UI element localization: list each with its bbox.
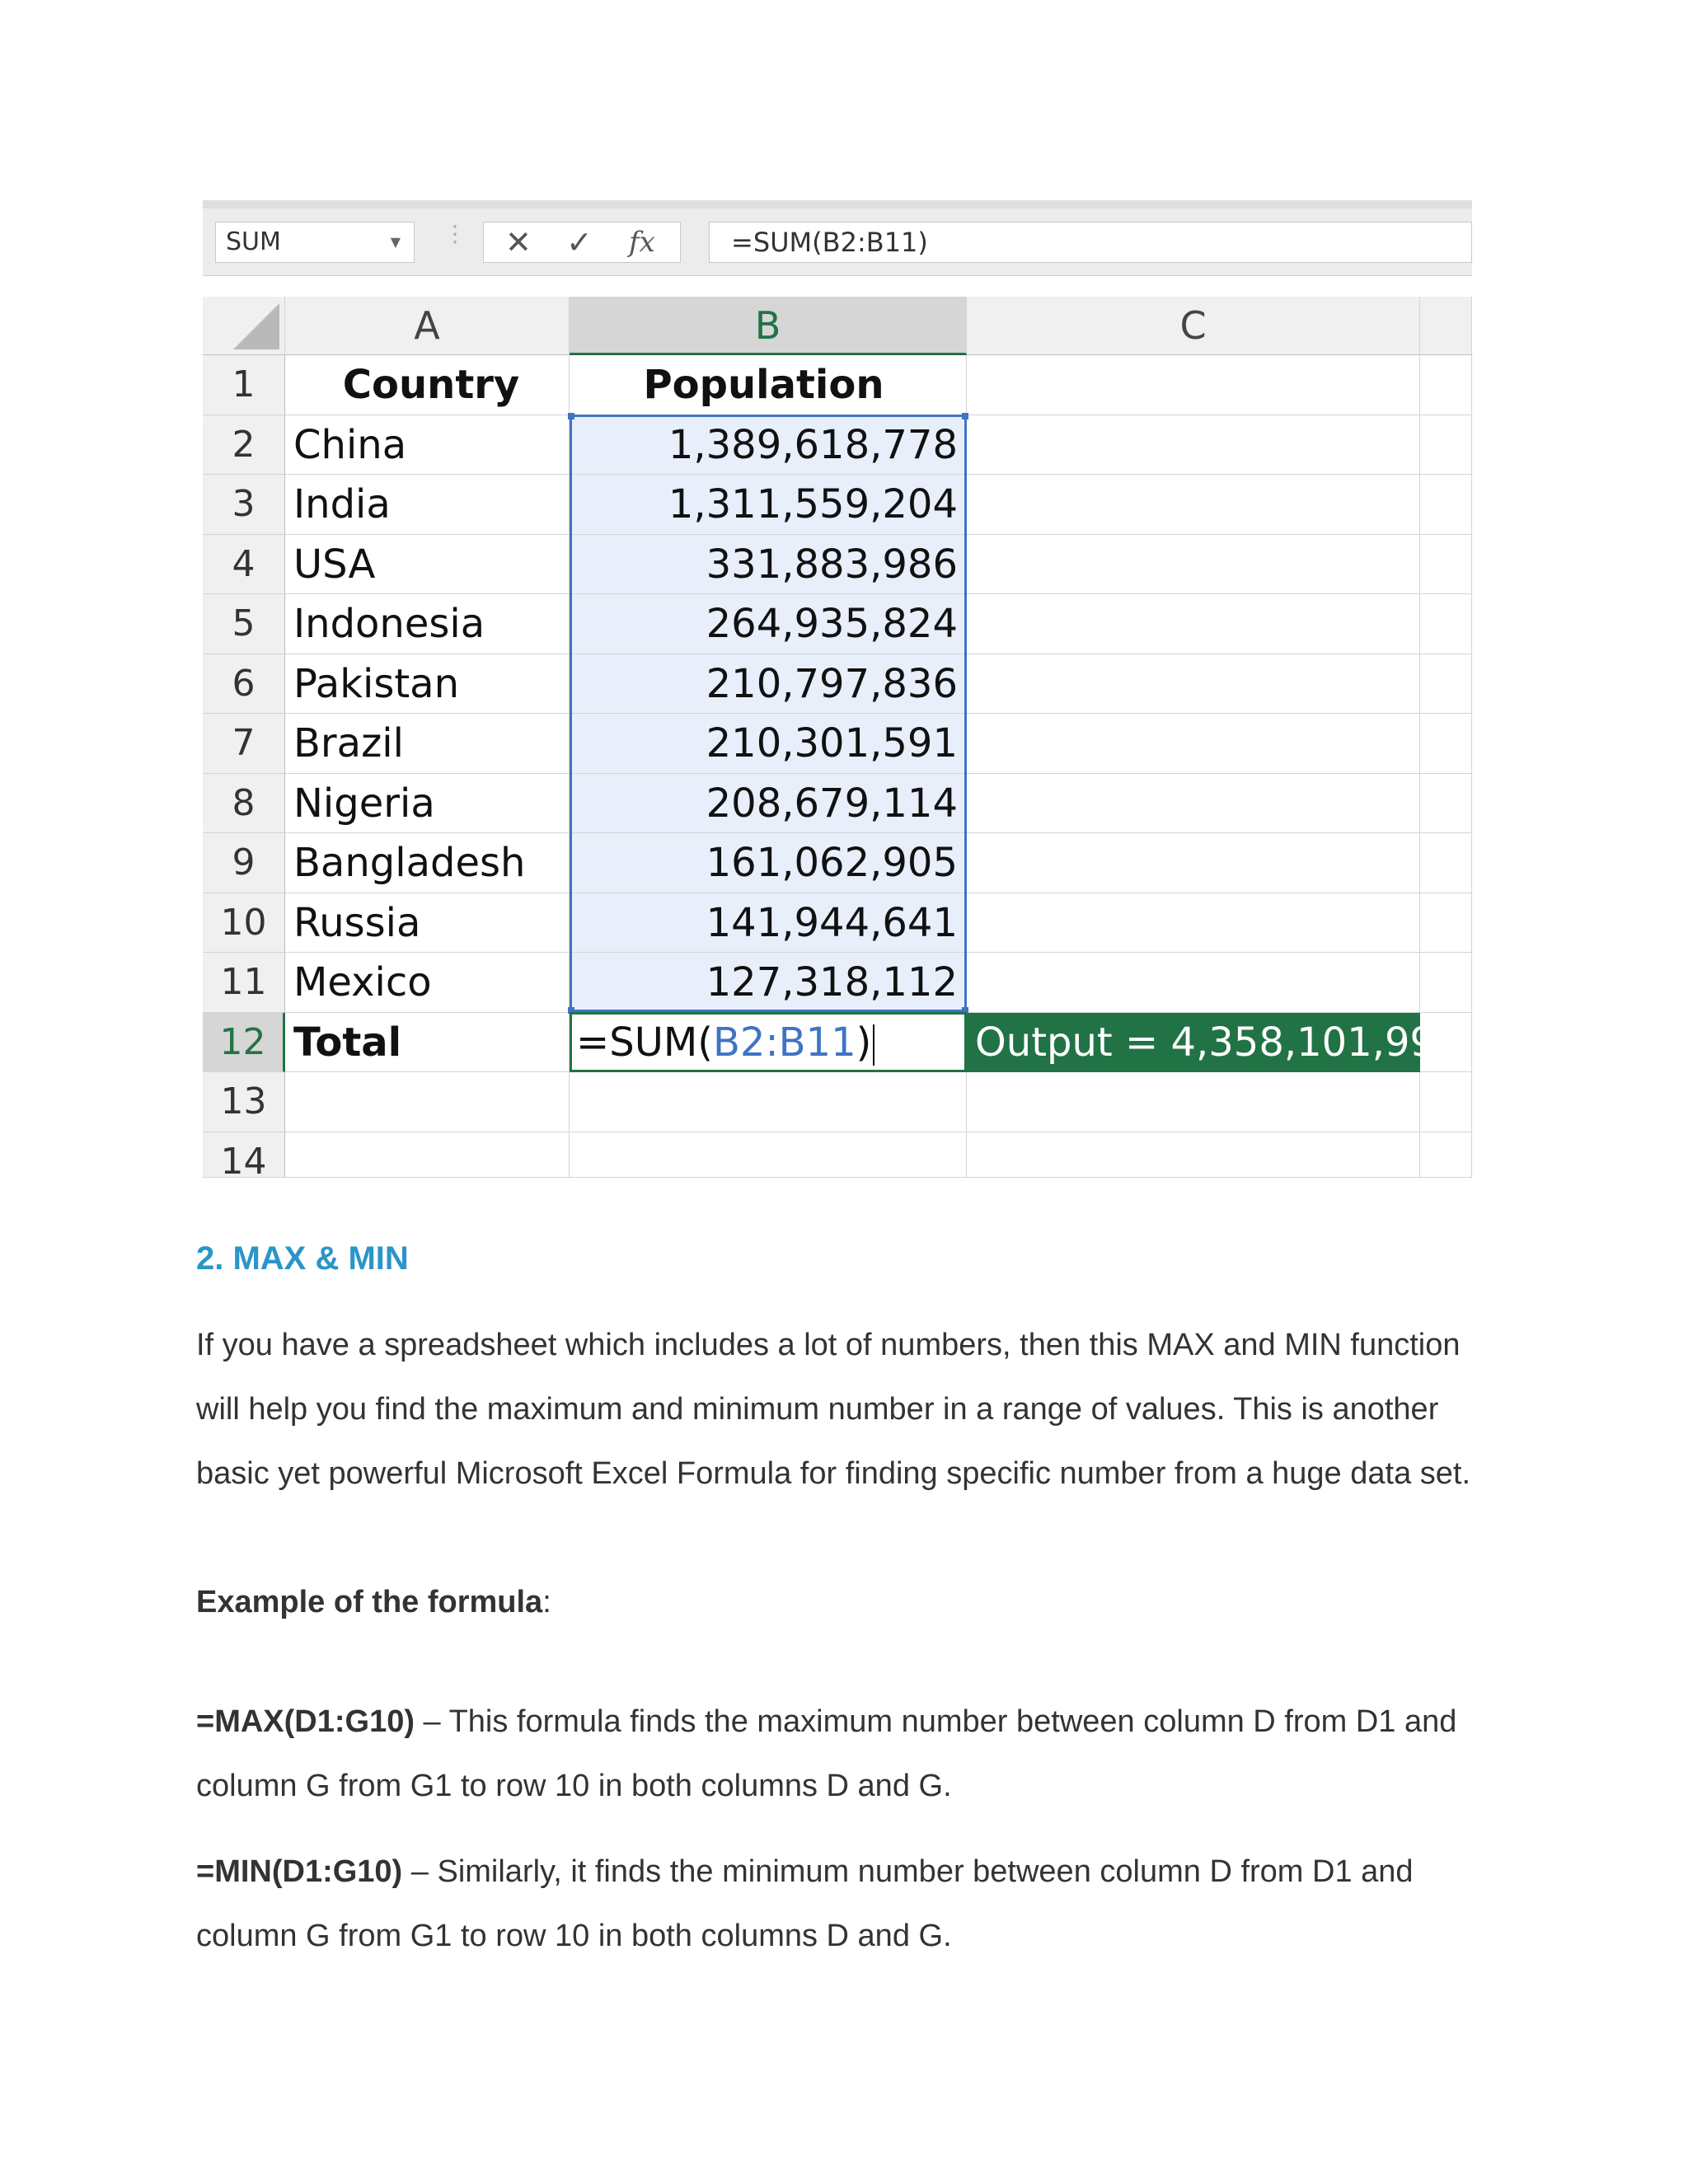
table-row (203, 774, 1472, 834)
cell-empty[interactable] (1420, 714, 1472, 774)
table-row (203, 1132, 1472, 1183)
cell-population[interactable]: 141,944,641 (570, 893, 967, 954)
column-header-a[interactable]: A (285, 297, 570, 355)
row-number[interactable]: 12 (203, 1013, 285, 1073)
cell-c1[interactable] (967, 355, 1420, 415)
cell-country[interactable]: USA (285, 535, 570, 595)
formula-buttons (483, 222, 681, 263)
cell-population[interactable]: 331,883,986 (570, 535, 967, 595)
text-cursor (873, 1024, 874, 1066)
cell-population[interactable]: 210,301,591 (570, 714, 967, 774)
cell-population[interactable]: 127,318,112 (570, 953, 967, 1013)
example-label-paragraph (196, 1570, 551, 1634)
cell-population[interactable]: 210,797,836 (570, 654, 967, 715)
row-number[interactable]: 8 (203, 774, 285, 834)
table-row (203, 355, 1472, 415)
cell-empty[interactable] (967, 953, 1420, 1013)
min-paragraph (196, 1840, 1482, 1968)
row-number[interactable]: 2 (203, 415, 285, 476)
cell-empty[interactable] (1420, 1072, 1472, 1132)
cell-b1[interactable]: Population (570, 355, 967, 415)
cell-population[interactable]: 264,935,824 (570, 594, 967, 654)
cell-empty[interactable] (967, 475, 1420, 535)
cell-country[interactable]: Brazil (285, 714, 570, 774)
column-header-c[interactable]: C (967, 297, 1420, 355)
min-description: – Similarly, it finds the minimum number between column D from D1 and column G from G1 to row 10 in both columns D and G. (196, 1854, 1414, 1953)
table-row (203, 953, 1472, 1013)
formula-bar (203, 209, 1472, 276)
row-number[interactable]: 3 (203, 475, 285, 535)
cell-country[interactable]: Mexico (285, 953, 570, 1013)
example-suffix: : (542, 1585, 551, 1619)
cell-empty[interactable] (1420, 1132, 1472, 1178)
cell-empty[interactable] (967, 1072, 1420, 1132)
check-icon[interactable]: ✓ (566, 224, 593, 260)
cell-d1[interactable] (1420, 355, 1472, 415)
table-row (203, 1072, 1472, 1132)
cell-total-label[interactable]: Total (285, 1013, 570, 1073)
cell-empty[interactable] (285, 1132, 570, 1178)
cell-empty[interactable] (1420, 774, 1472, 834)
table-row (203, 535, 1472, 595)
more-options-icon: ⋮ (443, 220, 467, 247)
cell-empty[interactable] (285, 1072, 570, 1132)
row-number[interactable]: 10 (203, 893, 285, 954)
max-description: – This formula finds the maximum number between column D from D1 and column G from G1 to row 10 in both columns D and G. (196, 1704, 1457, 1803)
formula-prefix: =SUM( (576, 1019, 713, 1066)
example-label: Example of the formula (196, 1585, 543, 1619)
cell-population[interactable]: 208,679,114 (570, 774, 967, 834)
cell-country[interactable]: China (285, 415, 570, 476)
cell-empty[interactable] (967, 774, 1420, 834)
intro-paragraph: If you have a spreadsheet which includes a lot of numbers, then this MAX and MIN function will help you find the maximum and minimum number in a range of values. This is another basic yet powerful Microsoft Excel Formula for finding specific number from a huge data set. (196, 1328, 1471, 1491)
name-box[interactable] (215, 222, 415, 263)
cell-empty[interactable] (570, 1072, 967, 1132)
select-all-icon (233, 303, 279, 349)
output-callout: Output = 4,358,101,991 (967, 1013, 1420, 1073)
formula-suffix: ) (856, 1019, 872, 1066)
cell-a1[interactable]: Country (285, 355, 570, 415)
cell-population[interactable]: 1,311,559,204 (570, 475, 967, 535)
row-number[interactable]: 9 (203, 833, 285, 893)
formula-input[interactable]: =SUM(B2:B11) (709, 222, 1472, 263)
cell-empty[interactable] (1420, 893, 1472, 954)
cell-empty[interactable] (570, 1132, 967, 1178)
max-paragraph (196, 1690, 1482, 1818)
cell-country[interactable]: Nigeria (285, 774, 570, 834)
cell-empty[interactable] (1420, 415, 1472, 476)
column-header-b[interactable]: B (570, 297, 967, 355)
cell-sum-formula[interactable] (570, 1013, 967, 1073)
excel-screenshot (203, 200, 1472, 1183)
column-header-d[interactable] (1420, 297, 1472, 355)
fx-icon[interactable]: fx (629, 226, 655, 259)
cell-empty[interactable] (967, 535, 1420, 595)
row-number[interactable]: 7 (203, 714, 285, 774)
cell-empty[interactable] (1420, 953, 1472, 1013)
row-number[interactable]: 6 (203, 654, 285, 715)
cell-empty[interactable] (967, 1132, 1420, 1178)
table-row (203, 654, 1472, 715)
table-row (203, 833, 1472, 893)
row-number[interactable]: 4 (203, 535, 285, 595)
cell-empty[interactable] (967, 714, 1420, 774)
name-box-value: SUM (226, 227, 281, 256)
cell-empty[interactable] (967, 594, 1420, 654)
select-all-corner[interactable] (203, 297, 285, 355)
total-row (203, 1013, 1472, 1073)
row-number[interactable]: 1 (203, 355, 285, 415)
cell-country[interactable]: Indonesia (285, 594, 570, 654)
cell-population[interactable]: 161,062,905 (570, 833, 967, 893)
cell-empty[interactable] (1420, 594, 1472, 654)
table-row (203, 415, 1472, 476)
table-row (203, 475, 1472, 535)
min-formula: =MIN(D1:G10) (196, 1854, 403, 1889)
cell-empty[interactable] (1420, 1013, 1472, 1073)
formula-range-ref: B2:B11 (712, 1019, 856, 1066)
cell-empty[interactable] (967, 833, 1420, 893)
row-number[interactable]: 13 (203, 1072, 285, 1132)
cell-country[interactable]: Bangladesh (285, 833, 570, 893)
section-heading: 2. MAX & MIN (196, 1240, 409, 1277)
cell-population[interactable]: 1,389,618,778 (570, 415, 967, 476)
cell-empty[interactable] (1420, 475, 1472, 535)
table-row (203, 893, 1472, 954)
row-number[interactable]: 11 (203, 953, 285, 1013)
chevron-down-icon[interactable]: ▼ (390, 234, 401, 250)
close-icon[interactable]: ✕ (505, 224, 532, 260)
row-number[interactable]: 5 (203, 594, 285, 654)
max-formula: =MAX(D1:G10) (196, 1704, 415, 1739)
cell-empty[interactable] (967, 893, 1420, 954)
cell-country[interactable]: Russia (285, 893, 570, 954)
cell-country[interactable]: Pakistan (285, 654, 570, 715)
table-row (203, 714, 1472, 774)
cell-empty[interactable] (1420, 833, 1472, 893)
cell-empty[interactable] (967, 415, 1420, 476)
cell-country[interactable]: India (285, 475, 570, 535)
table-row (203, 594, 1472, 654)
cell-empty[interactable] (1420, 654, 1472, 715)
cell-empty[interactable] (967, 654, 1420, 715)
row-number[interactable]: 14 (203, 1132, 285, 1178)
cell-empty[interactable] (1420, 535, 1472, 595)
